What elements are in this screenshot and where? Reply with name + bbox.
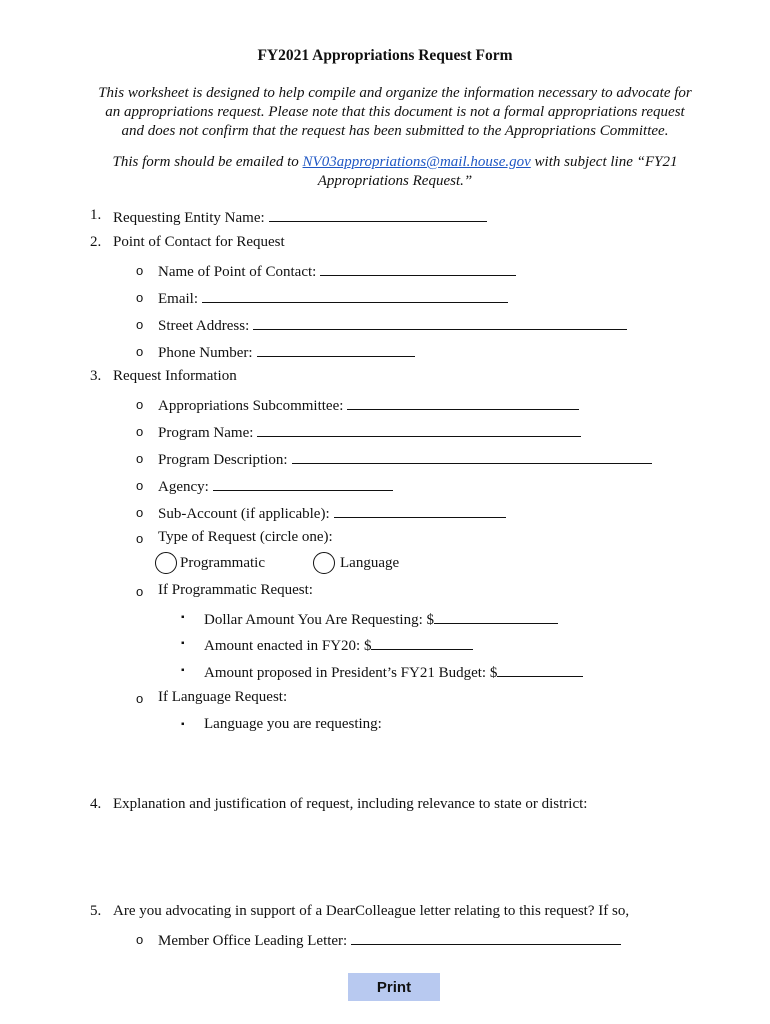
question-number: 3. — [90, 368, 102, 384]
circle-bullet: o — [136, 317, 144, 332]
fy20-amount-field[interactable] — [371, 635, 473, 650]
programmatic-option[interactable] — [155, 552, 265, 574]
intro-line: This worksheet is designed to help compile and organize the information necessary to advocate for — [98, 85, 692, 101]
requesting-entity-field[interactable] — [269, 207, 487, 222]
sub-account-label: Sub-Account (if applicable): — [158, 506, 330, 522]
circle-bullet: o — [136, 584, 144, 599]
dollar-amount-label: Dollar Amount You Are Requesting: $ — [204, 612, 435, 628]
program-description-label: Program Description: — [158, 452, 288, 468]
email-link[interactable]: NV03appropriations@mail.house.gov — [302, 154, 531, 170]
fy20-amount-label: Amount enacted in FY20: $ — [204, 638, 372, 654]
language-label: Language — [340, 554, 400, 571]
circle-bullet: o — [136, 290, 144, 305]
intro-line: and does not confirm that the request has been submitted to the Appropriations Committee. — [121, 123, 669, 139]
programmatic-request-heading: If Programmatic Request: — [158, 582, 313, 598]
instruction-text: with subject line “FY21 — [530, 154, 678, 170]
question-number: 2. — [90, 234, 102, 250]
language-requested-label: Language you are requesting: — [204, 716, 382, 732]
requesting-entity-label: Requesting Entity Name: — [113, 210, 265, 226]
sub-account-row — [158, 503, 506, 523]
email-row — [158, 288, 508, 308]
member-office-row — [158, 930, 621, 950]
fy21-budget-row — [204, 662, 583, 682]
radio-circle-icon[interactable] — [313, 552, 335, 574]
fy21-budget-field[interactable] — [497, 662, 583, 677]
request-type-label: Type of Request (circle one): — [158, 529, 333, 545]
street-address-label: Street Address: — [158, 318, 250, 334]
square-bullet: ▪ — [181, 719, 185, 730]
dollar-amount-field[interactable] — [434, 609, 558, 624]
language-request-heading: If Language Request: — [158, 689, 288, 705]
circle-bullet: o — [136, 531, 144, 546]
radio-circle-icon[interactable] — [155, 552, 177, 574]
point-of-contact-heading: Point of Contact for Request — [113, 234, 285, 250]
justification-label: Explanation and justification of request, including relevance to state or district: — [113, 796, 588, 812]
dollar-amount-row — [204, 609, 558, 629]
street-address-row — [158, 315, 627, 335]
contact-name-row — [158, 261, 516, 281]
member-office-field[interactable] — [351, 930, 621, 945]
email-label: Email: — [158, 291, 198, 307]
circle-bullet: o — [136, 478, 144, 493]
question-number: 1. — [90, 207, 102, 223]
fy21-budget-label: Amount proposed in President’s FY21 Budget: $ — [204, 665, 498, 681]
member-office-label: Member Office Leading Letter: — [158, 933, 348, 949]
intro-paragraph — [60, 84, 730, 141]
circle-bullet: o — [136, 344, 144, 359]
sub-account-field[interactable] — [334, 503, 506, 518]
circle-bullet: o — [136, 691, 144, 706]
circle-bullet: o — [136, 451, 144, 466]
circle-bullet: o — [136, 424, 144, 439]
circle-bullet: o — [136, 397, 144, 412]
phone-label: Phone Number: — [158, 345, 253, 361]
email-instructions — [60, 153, 730, 191]
contact-name-field[interactable] — [320, 261, 516, 276]
program-description-row — [158, 449, 652, 469]
program-name-label: Program Name: — [158, 425, 254, 441]
contact-name-label: Name of Point of Contact: — [158, 264, 317, 280]
instruction-text: This form should be emailed to — [112, 154, 303, 170]
square-bullet: ▪ — [181, 612, 185, 623]
street-address-field[interactable] — [253, 315, 627, 330]
circle-bullet: o — [136, 505, 144, 520]
programmatic-label: Programmatic — [180, 554, 265, 571]
request-information-heading: Request Information — [113, 368, 237, 384]
program-description-field[interactable] — [292, 449, 652, 464]
dear-colleague-question: Are you advocating in support of a DearColleague letter relating to this request? If so, — [113, 903, 630, 919]
circle-bullet: o — [136, 932, 144, 947]
phone-row — [158, 342, 415, 362]
square-bullet: ▪ — [181, 638, 185, 649]
question-number: 4. — [90, 796, 102, 812]
agency-row — [158, 476, 393, 496]
square-bullet: ▪ — [181, 665, 185, 676]
phone-field[interactable] — [257, 342, 415, 357]
print-button[interactable]: Print — [348, 973, 440, 1001]
subcommittee-row — [158, 395, 579, 415]
requesting-entity-row — [113, 207, 487, 227]
subcommittee-label: Appropriations Subcommittee: — [158, 398, 344, 414]
language-option[interactable] — [313, 552, 399, 574]
email-field[interactable] — [202, 288, 508, 303]
instruction-text: Appropriations Request.” — [317, 173, 473, 189]
subcommittee-field[interactable] — [347, 395, 579, 410]
circle-bullet: o — [136, 263, 144, 278]
agency-field[interactable] — [213, 476, 393, 491]
intro-line: an appropriations request. Please note that this document is not a formal appropriations request — [105, 104, 685, 120]
program-name-row — [158, 422, 581, 442]
program-name-field[interactable] — [257, 422, 581, 437]
page-title: FY2021 Appropriations Request Form — [257, 47, 513, 64]
question-number: 5. — [90, 903, 102, 919]
agency-label: Agency: — [158, 479, 209, 495]
fy20-amount-row — [204, 635, 473, 655]
